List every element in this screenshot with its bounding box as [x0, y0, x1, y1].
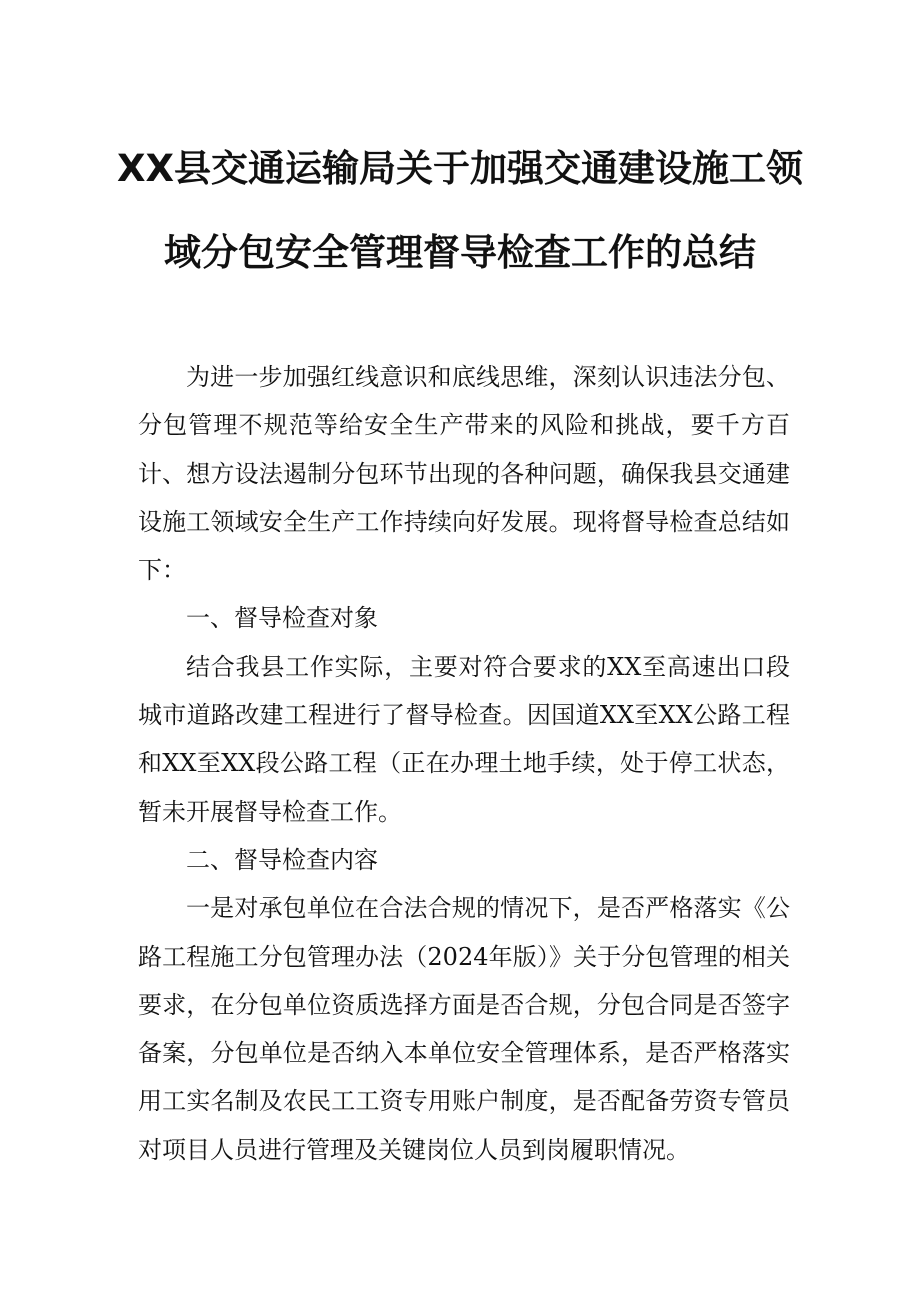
- document-title-line-1: XX县交通运输局关于加强交通建设施工领: [116, 147, 804, 190]
- section-1-paragraph: 结合我县工作实际，主要对符合要求的XX至高速出口段城市道路改建工程进行了督导检查。因国道XX至XX公路工程和XX至XX段公路工程（正在办理土地手续，处于停工状态，暂未开展督导检查工作。: [138, 652, 790, 826]
- section-1-heading: 一、督导检查对象: [186, 604, 378, 633]
- document-body: [138, 353, 790, 1174]
- section-2-heading: 二、督导检查内容: [186, 845, 378, 874]
- document-title-line-2: 域分包安全管理督导检查工作的总结: [164, 231, 756, 274]
- section-2-paragraph: 一是对承包单位在合法合规的情况下，是否严格落实《公路工程施工分包管理办法（2024年版）》关于分包管理的相关要求，在分包单位资质选择方面是否合规，分包合同是否签字备案，分包单位是否纳入本单位安全管理体系，是否严格落实用工实名制及农民工工资专用账户制度，是否配备劳资专管员对项目人员进行管理及关键岗位人员到岗履职情况。: [138, 894, 790, 1164]
- intro-paragraph: 为进一步加强红线意识和底线思维，深刻认识违法分包、分包管理不规范等给安全生产带来的风险和挑战，要千方百计、想方设法遏制分包环节出现的各种问题，确保我县交通建设施工领域安全生产工作持续向好发展。现将督导检查总结如下：: [138, 363, 790, 585]
